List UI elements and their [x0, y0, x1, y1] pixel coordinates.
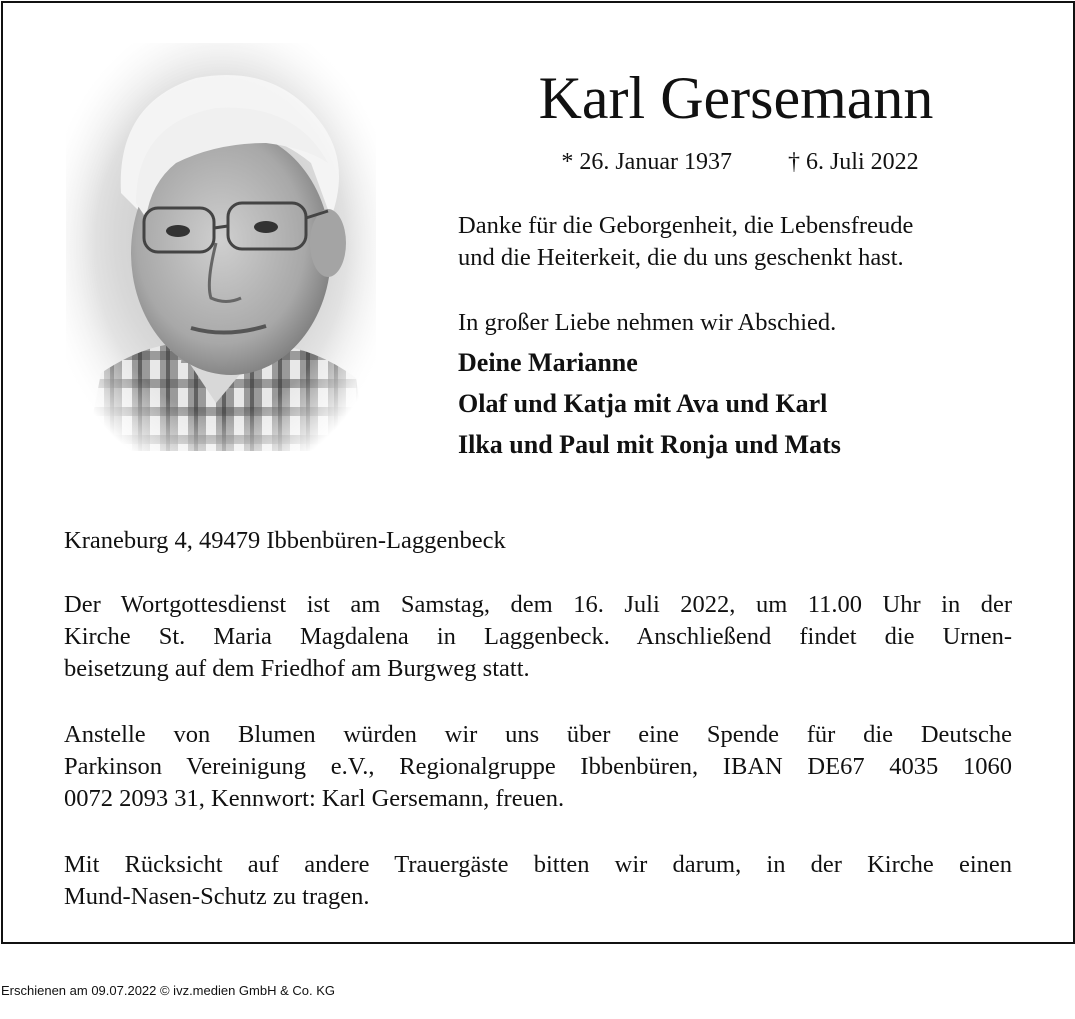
- donation-line: Anstelle von Blumen würden wir uns über eine Spende für die Deutsche: [64, 721, 1012, 748]
- deceased-name: Karl Gersemann: [538, 65, 934, 131]
- service-line: Kirche St. Maria Magdalena in Laggenbeck. Anschließend findet die Urnen-: [64, 623, 1012, 650]
- service-line: Der Wortgottesdienst ist am Samstag, dem 16. Juli 2022, um 11.00 Uhr in der: [64, 591, 1012, 618]
- address-text: Kraneburg 4, 49479 Ibbenbüren-Laggenbeck: [64, 527, 506, 554]
- family-line: Olaf und Katja mit Ava und Karl: [458, 389, 828, 418]
- mask-line: Mit Rücksicht auf andere Trauergäste bitten wir darum, in der Kirche einen: [64, 851, 1012, 878]
- family-line: Deine Marianne: [458, 348, 638, 377]
- portrait-photo: [66, 43, 376, 451]
- donation-paragraph: [64, 719, 1012, 815]
- family-signatures: [458, 342, 1018, 465]
- donation-line: 0072 2093 31, Kennwort: Karl Gersemann, freuen.: [64, 785, 565, 812]
- mask-paragraph: [64, 849, 1012, 913]
- service-paragraph: [64, 589, 1012, 685]
- service-line: beisetzung auf dem Friedhof am Burgweg statt.: [64, 655, 530, 682]
- life-dates: [460, 146, 1020, 178]
- publication-footer: Erschienen am 09.07.2022 © ivz.medien GmbH & Co. KG: [1, 983, 336, 998]
- thanks-line: Danke für die Geborgenheit, die Lebensfreude: [458, 212, 914, 239]
- birth-date: * 26. Januar 1937: [561, 149, 732, 175]
- mask-line: Mund-Nasen-Schutz zu tragen.: [64, 883, 370, 910]
- family-line: Ilka und Paul mit Ronja und Mats: [458, 430, 841, 459]
- thanks-line: und die Heiterkeit, die du uns geschenkt hast.: [458, 244, 904, 271]
- thanks-text: [458, 210, 1018, 274]
- death-date: † 6. Juli 2022: [787, 149, 919, 175]
- farewell-text: In großer Liebe nehmen wir Abschied.: [458, 309, 837, 336]
- donation-line: Parkinson Vereinigung e.V., Regionalgruppe Ibbenbüren, IBAN DE67 4035 1060: [64, 753, 1012, 780]
